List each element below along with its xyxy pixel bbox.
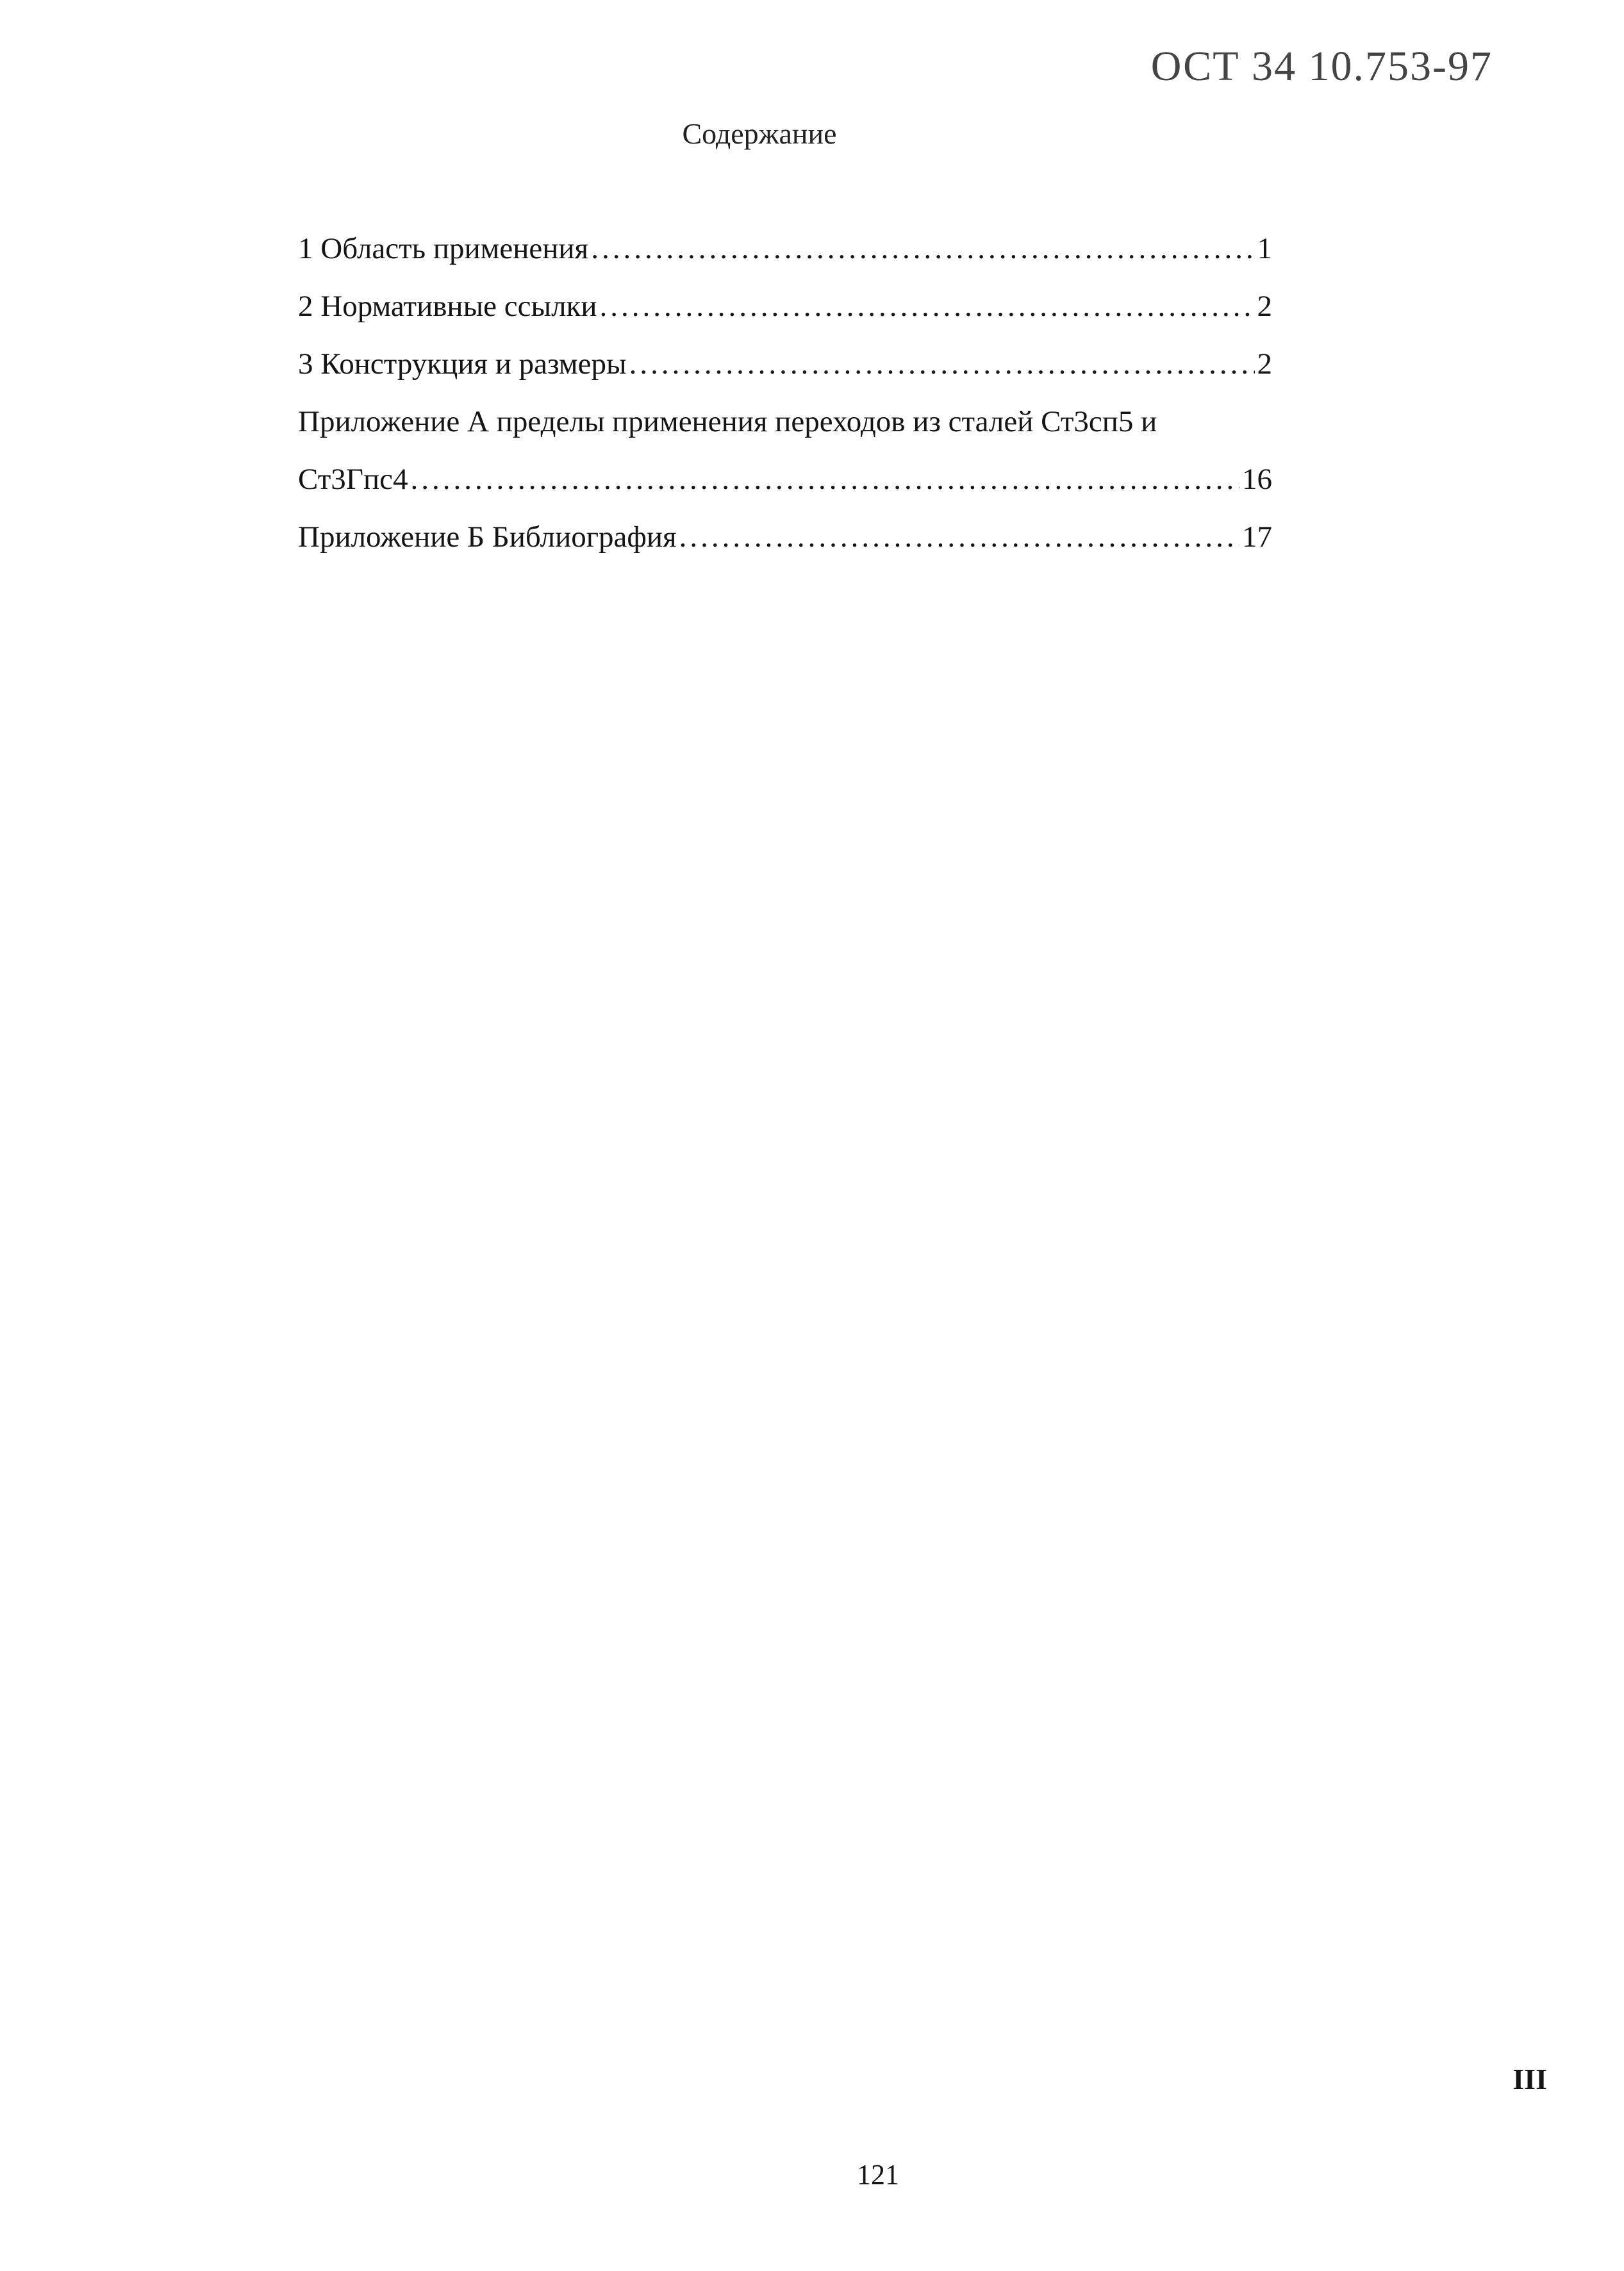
toc-leader-dots xyxy=(629,346,1255,382)
toc-entry-page: 1 xyxy=(1257,232,1272,265)
toc-entry-text: Приложение А пределы применения переходов из сталей Ст3сп5 и xyxy=(298,405,1157,438)
toc-entry-scope[interactable] xyxy=(298,231,1272,288)
toc-entry-text: 1 Область применения xyxy=(298,232,589,265)
toc-entry-design-dimensions[interactable] xyxy=(298,346,1272,404)
toc-entry-page: 2 xyxy=(1257,290,1272,323)
toc-entry-text: Приложение Б Библиография xyxy=(298,520,677,554)
page-number: 121 xyxy=(857,2159,899,2190)
toc-entry-text: Ст3Гпс4 xyxy=(298,463,408,496)
toc-entry-page: 2 xyxy=(1257,347,1272,381)
toc-entry-appendix-a[interactable] xyxy=(298,404,1272,461)
toc-entry-text: 3 Конструкция и размеры xyxy=(298,347,627,381)
toc-leader-dots xyxy=(591,231,1254,267)
toc-entry-appendix-b[interactable] xyxy=(298,519,1272,577)
toc-entry-appendix-a-continued[interactable] xyxy=(298,461,1272,519)
corner-mark: III xyxy=(1512,2063,1547,2095)
toc-leader-dots xyxy=(679,519,1239,555)
table-of-contents xyxy=(298,231,1272,577)
toc-title: Содержание xyxy=(682,117,837,150)
document-code: ОСТ 34 10.753-97 xyxy=(1150,43,1493,90)
toc-leader-dots xyxy=(600,288,1255,324)
toc-entry-page: 16 xyxy=(1242,463,1272,496)
toc-entry-normative-references[interactable] xyxy=(298,288,1272,346)
toc-entry-text: 2 Нормативные ссылки xyxy=(298,290,597,323)
toc-leader-dots xyxy=(410,461,1239,497)
toc-entry-page: 17 xyxy=(1242,520,1272,554)
